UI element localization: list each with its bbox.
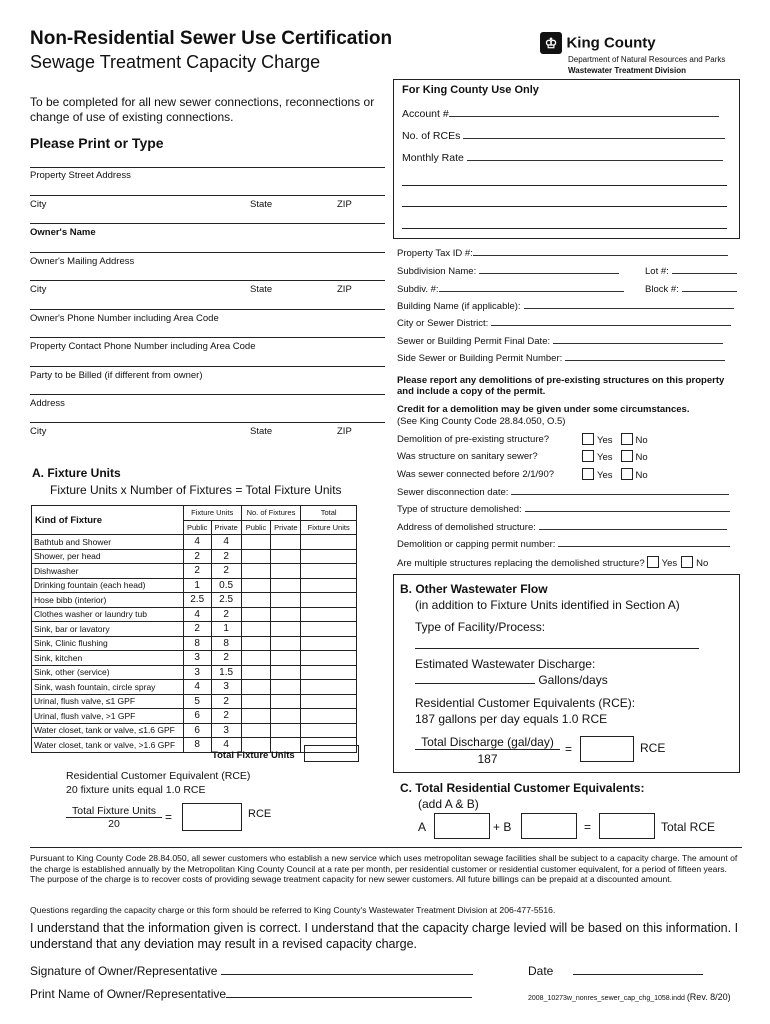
section-c-a-box[interactable] [434, 813, 490, 839]
q3-no-checkbox[interactable] [621, 468, 633, 480]
num-fixtures-public-cell[interactable] [241, 636, 271, 651]
rate-label: Monthly Rate [402, 152, 464, 164]
side-sewer-field[interactable] [397, 353, 742, 364]
num-fixtures-private-cell[interactable] [271, 723, 301, 738]
demolished-address-label: Address of demolished structure: [397, 522, 536, 533]
num-fixtures-public-cell[interactable] [241, 578, 271, 593]
fixture-kind: Sink, Clinic flushing [32, 636, 184, 651]
disconnect-label: Sewer disconnection date: [397, 487, 509, 498]
logo-text: King County [566, 34, 656, 52]
num-fixtures-private-cell[interactable] [271, 607, 301, 622]
fixture-row [32, 564, 357, 579]
fixture-units-private: 2 [211, 607, 241, 622]
fixture-row [32, 549, 357, 564]
num-fixtures-public-cell[interactable] [241, 564, 271, 579]
fixture-units-public: 4 [183, 535, 211, 550]
q3-no-label: No [635, 470, 648, 481]
num-fixtures-private-cell[interactable] [271, 680, 301, 695]
section-b-rce-label: RCE [640, 741, 666, 755]
total-fixture-units-cell[interactable] [301, 578, 357, 593]
owner-mailing-label: Owner's Mailing Address [30, 256, 135, 267]
total-fixture-units-cell[interactable] [301, 593, 357, 608]
fixture-units-private: 2 [211, 709, 241, 724]
section-b-heading: B. Other Wastewater Flow [400, 582, 548, 596]
fixture-row [32, 723, 357, 738]
q2-no-checkbox[interactable] [621, 450, 633, 462]
col-total-fixture-units: Fixture Units [301, 520, 357, 535]
q3-yes-label: Yes [597, 470, 613, 481]
fixture-units-private: 1 [211, 622, 241, 637]
col-no-fixtures: No. of Fixtures [241, 506, 301, 521]
fixture-row [32, 593, 357, 608]
city-district-field[interactable] [397, 318, 742, 329]
gpd-label: Gallons/days [538, 673, 608, 687]
total-fixture-units-cell[interactable] [301, 709, 357, 724]
num-fixtures-public-cell[interactable] [241, 607, 271, 622]
num-fixtures-private-cell[interactable] [271, 549, 301, 564]
structure-type-label: Type of structure demolished: [397, 504, 522, 515]
num-fixtures-private-cell[interactable] [271, 564, 301, 579]
col-public-2: Public [241, 520, 271, 535]
section-a-equals: = [165, 810, 173, 824]
permit-final-label: Sewer or Building Permit Final Date: [397, 336, 551, 347]
fixture-units-public: 8 [183, 636, 211, 651]
demolition-q2-options [580, 450, 648, 463]
print-name-label: Print Name of Owner/Representative [30, 987, 227, 1001]
county-use-line-3[interactable] [402, 228, 727, 229]
demolition-q3: Was sewer connected before 2/1/90? [397, 469, 555, 480]
col-public-1: Public [183, 520, 211, 535]
discharge-field[interactable] [415, 672, 608, 687]
fixture-units-public: 2 [183, 549, 211, 564]
num-fixtures-private-cell[interactable] [271, 694, 301, 709]
num-fixtures-private-cell[interactable] [271, 535, 301, 550]
section-c-a-label: A [418, 820, 427, 834]
total-fixture-units-box[interactable] [304, 745, 359, 762]
section-a-frac-bottom: 20 [108, 818, 120, 830]
fixture-units-private: 2 [211, 651, 241, 666]
num-fixtures-private-cell[interactable] [271, 593, 301, 608]
total-fixture-units-cell[interactable] [301, 549, 357, 564]
king-county-logo [540, 32, 656, 54]
fixture-kind: Drinking fountain (each head) [32, 578, 184, 593]
demolition-q1: Demolition of pre-existing structure? [397, 434, 550, 445]
num-fixtures-public-cell[interactable] [241, 622, 271, 637]
total-fixture-units-cell[interactable] [301, 622, 357, 637]
total-fixture-units-cell[interactable] [301, 723, 357, 738]
building-label: Building Name (if applicable): [397, 301, 521, 312]
demolition-q3-options [580, 468, 648, 481]
owner-name-line[interactable] [30, 223, 385, 224]
subdiv-no-label: Subdiv. #: [397, 284, 439, 295]
section-a-formula: Fixture Units x Number of Fixtures = Total Fixture Units [50, 483, 342, 497]
fixture-units-private: 2.5 [211, 593, 241, 608]
zip-label-1: ZIP [337, 199, 352, 210]
disconnect-field[interactable] [397, 487, 742, 498]
num-fixtures-public-cell[interactable] [241, 665, 271, 680]
city-label-2: City [30, 284, 47, 295]
fixture-kind: Hose bibb (interior) [32, 593, 184, 608]
signature-label: Signature of Owner/Representative [30, 964, 218, 978]
fixture-units-public: 5 [183, 694, 211, 709]
fixture-units-public: 3 [183, 665, 211, 680]
fixture-units-private: 2 [211, 564, 241, 579]
fixture-units-private: 3 [211, 723, 241, 738]
fixture-kind: Sink, bar or lavatory [32, 622, 184, 637]
fixture-row [32, 622, 357, 637]
demolition-q2: Was structure on sanitary sewer? [397, 451, 538, 462]
city-label-3: City [30, 426, 47, 437]
facility-label: Type of Facility/Process: [415, 620, 546, 634]
section-b-rce-box[interactable] [580, 736, 634, 762]
fixture-units-public: 6 [183, 723, 211, 738]
block-field[interactable] [645, 284, 742, 295]
col-total: Total [301, 506, 357, 521]
fixture-units-public: 8 [183, 738, 211, 753]
owner-phone-label: Owner's Phone Number including Area Code [30, 313, 219, 324]
print-heading: Please Print or Type [30, 135, 164, 151]
fixture-units-public: 6 [183, 709, 211, 724]
fixture-units-private: 0.5 [211, 578, 241, 593]
permit-final-field[interactable] [397, 336, 742, 347]
section-c-equals: = [584, 820, 592, 834]
fixture-row [32, 665, 357, 680]
date-label: Date [528, 964, 554, 978]
fixture-units-private: 2 [211, 694, 241, 709]
demolition-notice: Please report any demolitions of pre-existing structures on this property and include a copy of the permit. [397, 375, 725, 397]
demolition-code: (See King County Code 28.84.050, O.5) [397, 416, 566, 427]
footer-questions: Questions regarding the capacity charge or this form should be referred to King County's Wastewater Treatment Division at 206-477-5516. [30, 905, 556, 915]
fixture-row [32, 680, 357, 695]
capping-permit-field[interactable] [397, 539, 742, 550]
side-sewer-label: Side Sewer or Building Permit Number: [397, 353, 563, 364]
multi-no-label: No [696, 558, 709, 569]
block-label: Block #: [645, 284, 679, 295]
division-name: Wastewater Treatment Division [568, 66, 686, 75]
tax-id-label: Property Tax ID #: [397, 248, 473, 259]
fixture-row [32, 709, 357, 724]
fixture-kind: Shower, per head [32, 549, 184, 564]
fixture-kind: Sink, wash fountain, circle spray [32, 680, 184, 695]
fixture-row [32, 636, 357, 651]
fixture-units-private: 3 [211, 680, 241, 695]
billed-line[interactable] [30, 366, 385, 367]
fixture-kind: Water closet, tank or valve, >1.6 GPF [32, 738, 184, 753]
zip-label-3: ZIP [337, 426, 352, 437]
q2-yes-label: Yes [597, 452, 613, 463]
lot-label: Lot #: [645, 266, 669, 277]
county-use-heading: For King County Use Only [402, 84, 539, 96]
total-fixture-units-cell[interactable] [301, 564, 357, 579]
demolition-credit: Credit for a demolition may be given under some circumstances. [397, 404, 690, 415]
q1-no-checkbox[interactable] [621, 433, 633, 445]
total-fixture-units-cell[interactable] [301, 535, 357, 550]
fixture-row [32, 694, 357, 709]
num-fixtures-private-cell[interactable] [271, 578, 301, 593]
state-label-1: State [250, 199, 273, 210]
contact-phone-label: Property Contact Phone Number including Area Code [30, 341, 256, 352]
city-label-1: City [30, 199, 47, 210]
section-a-frac-top: Total Fixture Units [66, 805, 162, 818]
state-label-2: State [250, 284, 273, 295]
num-fixtures-public-cell[interactable] [241, 709, 271, 724]
fixture-kind: Dishwasher [32, 564, 184, 579]
demolished-address-field[interactable] [397, 522, 742, 533]
facility-line[interactable] [415, 648, 699, 649]
q1-yes-checkbox[interactable] [582, 433, 594, 445]
form-subtitle: Sewage Treatment Capacity Charge [30, 52, 321, 72]
fixture-row [32, 578, 357, 593]
num-fixtures-private-cell[interactable] [271, 636, 301, 651]
rces-field[interactable] [402, 130, 730, 142]
king-county-crown-icon: ♔ [540, 32, 562, 54]
col-fixture-units: Fixture Units [183, 506, 241, 521]
section-a-rce-label: RCE [248, 808, 272, 820]
fixture-kind: Urinal, flush valve, >1 GPF [32, 709, 184, 724]
fixture-units-public: 4 [183, 607, 211, 622]
total-fixture-units-cell[interactable] [301, 680, 357, 695]
fixture-table [31, 505, 357, 753]
total-fixture-units-cell[interactable] [301, 607, 357, 622]
q3-yes-checkbox[interactable] [582, 468, 594, 480]
certify-text: I understand that the information given is correct. I understand that the capacity charge levied will be based on this information. I understand that any deviation may result in a revised capacity charge. [30, 921, 739, 951]
num-fixtures-public-cell[interactable] [241, 593, 271, 608]
section-c-total-box[interactable] [599, 813, 655, 839]
section-c-total-label: Total RCE [661, 820, 716, 834]
num-fixtures-public-cell[interactable] [241, 549, 271, 564]
fixture-kind: Water closet, tank or valve, ≤1.6 GPF [32, 723, 184, 738]
rate-field[interactable] [402, 152, 730, 164]
fixture-units-public: 2.5 [183, 593, 211, 608]
multi-no-checkbox[interactable] [681, 556, 693, 568]
q2-no-label: No [635, 452, 648, 463]
city-district-label: City or Sewer District: [397, 318, 489, 329]
num-fixtures-public-cell[interactable] [241, 694, 271, 709]
fixture-kind: Urinal, flush valve, ≤1 GPF [32, 694, 184, 709]
owner-mailing-line[interactable] [30, 252, 385, 253]
city-line-1[interactable] [30, 195, 385, 196]
fixture-units-public: 4 [183, 680, 211, 695]
section-b-rce-line1: Residential Customer Equivalents (RCE): [415, 696, 636, 710]
fixture-kind: Clothes washer or laundry tub [32, 607, 184, 622]
state-label-3: State [250, 426, 273, 437]
num-fixtures-private-cell[interactable] [271, 665, 301, 680]
col-private-2: Private [271, 520, 301, 535]
fixture-kind: Sink, other (service) [32, 665, 184, 680]
address-line[interactable] [30, 394, 385, 395]
contact-phone-line[interactable] [30, 337, 385, 338]
section-b-rce-line2: 187 gallons per day equals 1.0 RCE [415, 712, 608, 726]
section-c-sub: (add A & B) [418, 797, 479, 811]
billed-label: Party to be Billed (if different from owner) [30, 370, 203, 381]
zip-label-2: ZIP [337, 284, 352, 295]
section-b-frac-top: Total Discharge (gal/day) [415, 735, 560, 750]
street-line[interactable] [30, 167, 385, 168]
address-label: Address [30, 398, 65, 409]
owner-phone-line[interactable] [30, 309, 385, 310]
num-fixtures-public-cell[interactable] [241, 651, 271, 666]
section-a-rce-line1: Residential Customer Equivalent (RCE) [66, 770, 251, 782]
signature-field[interactable] [30, 963, 473, 978]
multi-structures-label: Are multiple structures replacing the demolished structure? [397, 558, 645, 569]
fixture-units-public: 2 [183, 564, 211, 579]
file-reference [528, 992, 731, 1002]
fixture-units-private: 2 [211, 549, 241, 564]
fixture-row [32, 535, 357, 550]
subdiv-no-field[interactable] [397, 284, 632, 295]
file-ref-text: 2008_10273w_nonres_sewer_cap_chg_1058.indd [528, 995, 685, 1002]
q1-yes-label: Yes [597, 435, 613, 446]
print-name-field[interactable] [30, 986, 472, 1001]
account-label: Account # [402, 108, 449, 120]
street-label: Property Street Address [30, 170, 131, 181]
col-kind: Kind of Fixture [32, 506, 184, 535]
total-fixture-units-cell[interactable] [301, 636, 357, 651]
total-fixture-units-cell[interactable] [301, 665, 357, 680]
section-a-heading: A. Fixture Units [32, 466, 121, 480]
section-b-equals: = [565, 742, 573, 756]
num-fixtures-private-cell[interactable] [271, 709, 301, 724]
section-c-b-box[interactable] [521, 813, 577, 839]
num-fixtures-private-cell[interactable] [271, 622, 301, 637]
q1-no-label: No [635, 435, 648, 446]
section-a-rce-line2: 20 fixture units equal 1.0 RCE [66, 784, 206, 796]
fixture-units-private: 1.5 [211, 665, 241, 680]
fixture-units-public: 3 [183, 651, 211, 666]
section-c-b-label: + B [493, 820, 512, 834]
department-name: Department of Natural Resources and Parks [568, 55, 726, 64]
revision-text: (Rev. 8/20) [686, 992, 731, 1002]
num-fixtures-public-cell[interactable] [241, 535, 271, 550]
fixture-kind: Bathtub and Shower [32, 535, 184, 550]
section-b-sub: (in addition to Fixture Units identified in Section A) [415, 598, 680, 612]
section-a-rce-box[interactable] [182, 803, 242, 831]
footer-divider [30, 847, 742, 848]
county-use-line-1[interactable] [402, 185, 727, 186]
county-use-line-2[interactable] [402, 206, 727, 207]
footer-paragraph: Pursuant to King County Code 28.84.050, all sewer customers who establish a new service which uses metropolitan sewage facilities shall be subject to a capacity charge. The amount of the charge is established annually by the Metropolitan King County Council at a rate per month, per residential customer or residential customer equivalent, for a period of fifteen years. The purpose of the charge is to recover costs of providing sewage treatment capacity for new sewer customers. All future billings can be prepaid at a discounted amount. [30, 853, 738, 885]
total-fixture-units-cell[interactable] [301, 694, 357, 709]
fixture-units-private: 4 [211, 535, 241, 550]
fixture-row [32, 607, 357, 622]
city-line-3[interactable] [30, 422, 385, 423]
fixture-units-private: 4 [211, 738, 241, 753]
total-fixture-units-label: Total Fixture Units [212, 750, 295, 761]
fixture-row [32, 651, 357, 666]
fixture-kind: Sink, kitchen [32, 651, 184, 666]
fixture-units-public: 2 [183, 622, 211, 637]
num-fixtures-public-cell[interactable] [241, 680, 271, 695]
subdivision-field[interactable] [397, 266, 632, 277]
rces-label: No. of RCEs [402, 130, 461, 142]
date-field[interactable] [528, 963, 703, 978]
num-fixtures-public-cell[interactable] [241, 723, 271, 738]
fixture-units-private: 8 [211, 636, 241, 651]
structure-type-field[interactable] [397, 504, 742, 515]
total-fixture-units-cell[interactable] [301, 651, 357, 666]
building-field[interactable] [397, 301, 742, 312]
fixture-units-public: 1 [183, 578, 211, 593]
city-line-2[interactable] [30, 280, 385, 281]
col-private-1: Private [211, 520, 241, 535]
multi-structures-row [397, 556, 708, 569]
num-fixtures-private-cell[interactable] [271, 651, 301, 666]
form-title: Non-Residential Sewer Use Certification [30, 28, 393, 49]
capping-permit-label: Demolition or capping permit number: [397, 539, 556, 550]
multi-yes-label: Yes [661, 558, 678, 569]
multi-yes-checkbox[interactable] [647, 556, 659, 568]
section-c-heading: C. Total Residential Customer Equivalents: [400, 781, 645, 795]
discharge-label: Estimated Wastewater Discharge: [415, 657, 596, 671]
demolition-q1-options [580, 433, 648, 446]
intro-text: To be completed for all new sewer connections, reconnections or change of use of existing connections. [30, 95, 375, 124]
owner-name-label: Owner's Name [30, 227, 96, 238]
tax-id-field[interactable] [397, 248, 742, 259]
lot-field[interactable] [645, 266, 742, 277]
account-field[interactable] [402, 108, 730, 120]
q2-yes-checkbox[interactable] [582, 450, 594, 462]
subdivision-label: Subdivision Name: [397, 266, 477, 277]
section-b-frac-bottom: 187 [477, 752, 498, 766]
